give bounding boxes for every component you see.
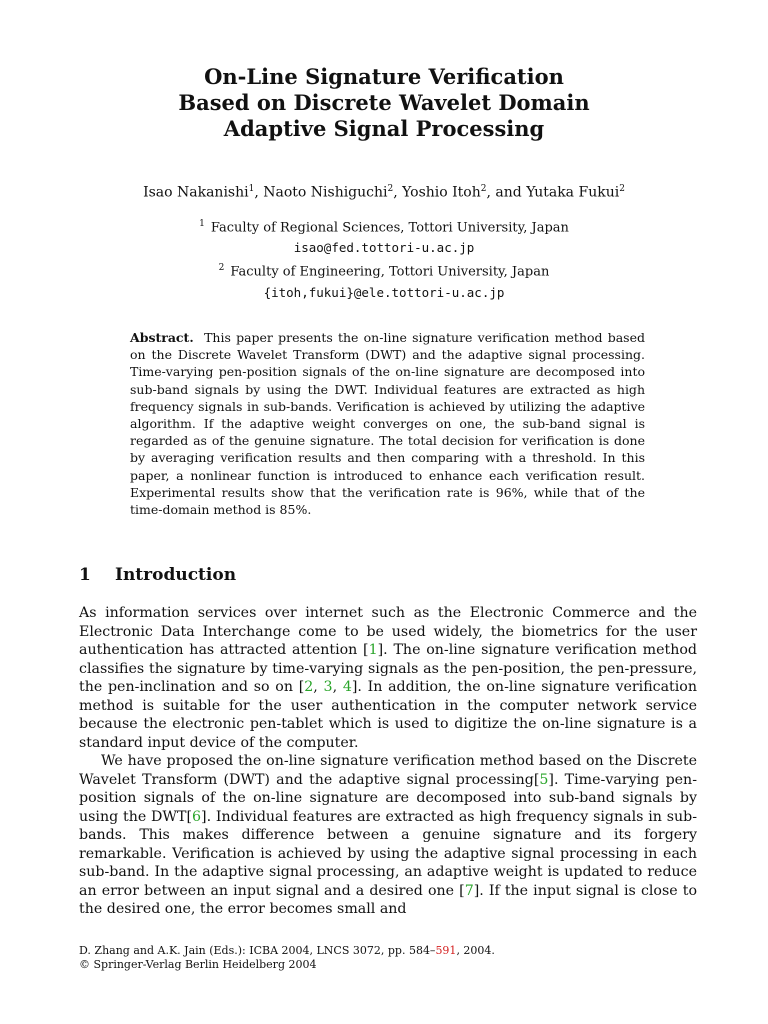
citation-link[interactable]: 4 <box>342 679 352 695</box>
author-affiliation-mark: 2 <box>619 184 625 194</box>
citation-link[interactable]: 2 <box>304 679 314 695</box>
affiliations <box>0 214 768 303</box>
author-name: Yutaka Fukui <box>526 184 620 201</box>
affiliation-mark: 2 <box>218 263 225 274</box>
citation-link[interactable]: 1 <box>368 642 378 658</box>
paragraph-1 <box>79 604 697 752</box>
author-separator: , and <box>486 184 527 201</box>
footer-citation-text: D. Zhang and A.K. Jain (Eds.): ICBA 2004, LNCS 3072, pp. 584– <box>79 944 436 957</box>
title-line-1: On-Line Signature Verification <box>204 64 564 89</box>
title-line-2: Based on Discrete Wavelet Domain <box>178 90 590 115</box>
paragraph-2 <box>79 752 697 919</box>
section-number: 1 <box>79 565 91 585</box>
footer-citation <box>79 944 697 958</box>
author-name: Naoto Nishiguchi <box>263 184 388 201</box>
author-separator: , <box>254 184 264 201</box>
author-name: Isao Nakanishi <box>143 184 249 201</box>
abstract-label: Abstract. <box>130 330 194 345</box>
author-affiliation-mark: 1 <box>248 184 255 194</box>
paragraph-text: ]. In addition, the on-line signature verification method is suitable for the user authentication in the computer network service because the electronic pen-tablet which is used to digitize the on-line signature is a standard input device of the computer. <box>79 679 697 751</box>
citation-link[interactable]: 5 <box>539 771 549 788</box>
section-title: Introduction <box>115 565 237 585</box>
footer-copyright: © Springer-Verlag Berlin Heidelberg 2004 <box>79 958 317 971</box>
citation-separator: , <box>332 679 343 695</box>
footer <box>79 944 697 972</box>
author-affiliation-mark: 2 <box>387 184 394 194</box>
citation-separator: , <box>313 679 324 695</box>
citation-link[interactable]: 3 <box>323 679 333 695</box>
paragraph-text: We have proposed the on-line signature verification method based on the Discrete Wavelet Transform (DWT) and the adaptive signal processing[ <box>79 753 697 788</box>
paragraph-text: ]. The on-line signature verification method classifies the signature by time-varying signals as the pen-position, the pen-pressure, the pen-inclination and so on [ <box>79 642 697 695</box>
affiliation-2 <box>0 258 768 282</box>
section-body <box>79 604 697 919</box>
affiliation-email[interactable]: isao@fed.tottori-u.ac.jp <box>293 240 475 256</box>
affiliation-name: Faculty of Regional Sciences, Tottori University, Japan <box>210 220 569 236</box>
citation-link[interactable]: 6 <box>192 808 202 825</box>
affiliation-1 <box>0 214 768 238</box>
title-line-3: Adaptive Signal Processing <box>223 116 545 141</box>
footer-citation-year: , 2004. <box>456 944 495 957</box>
affiliation-mark: 1 <box>199 219 205 229</box>
author-affiliation-mark: 2 <box>480 184 487 194</box>
author-list <box>0 180 768 202</box>
affiliation-email[interactable]: {itoh,fukui}@ele.tottori-u.ac.jp <box>263 284 505 300</box>
abstract-text: This paper presents the on-line signature verification method based on the Discrete Wavelet Transform (DWT) and the adaptive signal processing. Time-varying pen-position signals of the on-line signature are decomposed into sub-band signals by using the DWT. Individual features are extracted as high frequency signals in sub-bands. Verification is achieved by utilizing the adaptive algorithm. If the adaptive weight converges on one, the sub-band signal is regarded as of the genuine signature. The total decision for verification is done by averaging verification results and then comparing with a threshold. In this paper, a nonlinear function is introduced to enhance each verification result. Experimental results show that the verification rate is 96%, while that of the time-domain method is 85%. <box>130 330 645 518</box>
author-name: Yoshio Itoh <box>402 184 481 201</box>
affiliation-name: Faculty of Engineering, Tottori University, Japan <box>230 264 550 280</box>
paper-title <box>0 64 768 142</box>
paragraph-text: ]. Time-varying pen-position signals of the on-line signature are decomposed into sub-band signals by using the DWT[ <box>79 771 697 825</box>
abstract <box>130 329 645 518</box>
paragraph-text: ]. If the input signal is close to the desired one, the error becomes small and <box>79 882 697 917</box>
paragraph-text: As information services over internet such as the Electronic Commerce and the Electronic Data Interchange come to be used widely, the biometrics for the user authentication has attracted attention [ <box>79 605 697 658</box>
author-separator: , <box>393 184 403 201</box>
footer-page-link[interactable]: 591 <box>435 944 457 957</box>
paragraph-text: ]. Individual features are extracted as high frequency signals in sub-bands. This makes difference between a genuine signature and its forgery remarkable. Verification is achieved by using the adaptive signal processing in each sub-band. In the adaptive signal processing, an adaptive weight is updated to reduce an error between an input signal and a desired one [ <box>79 808 697 899</box>
citation-link[interactable]: 7 <box>464 882 474 899</box>
section-heading <box>79 565 236 585</box>
